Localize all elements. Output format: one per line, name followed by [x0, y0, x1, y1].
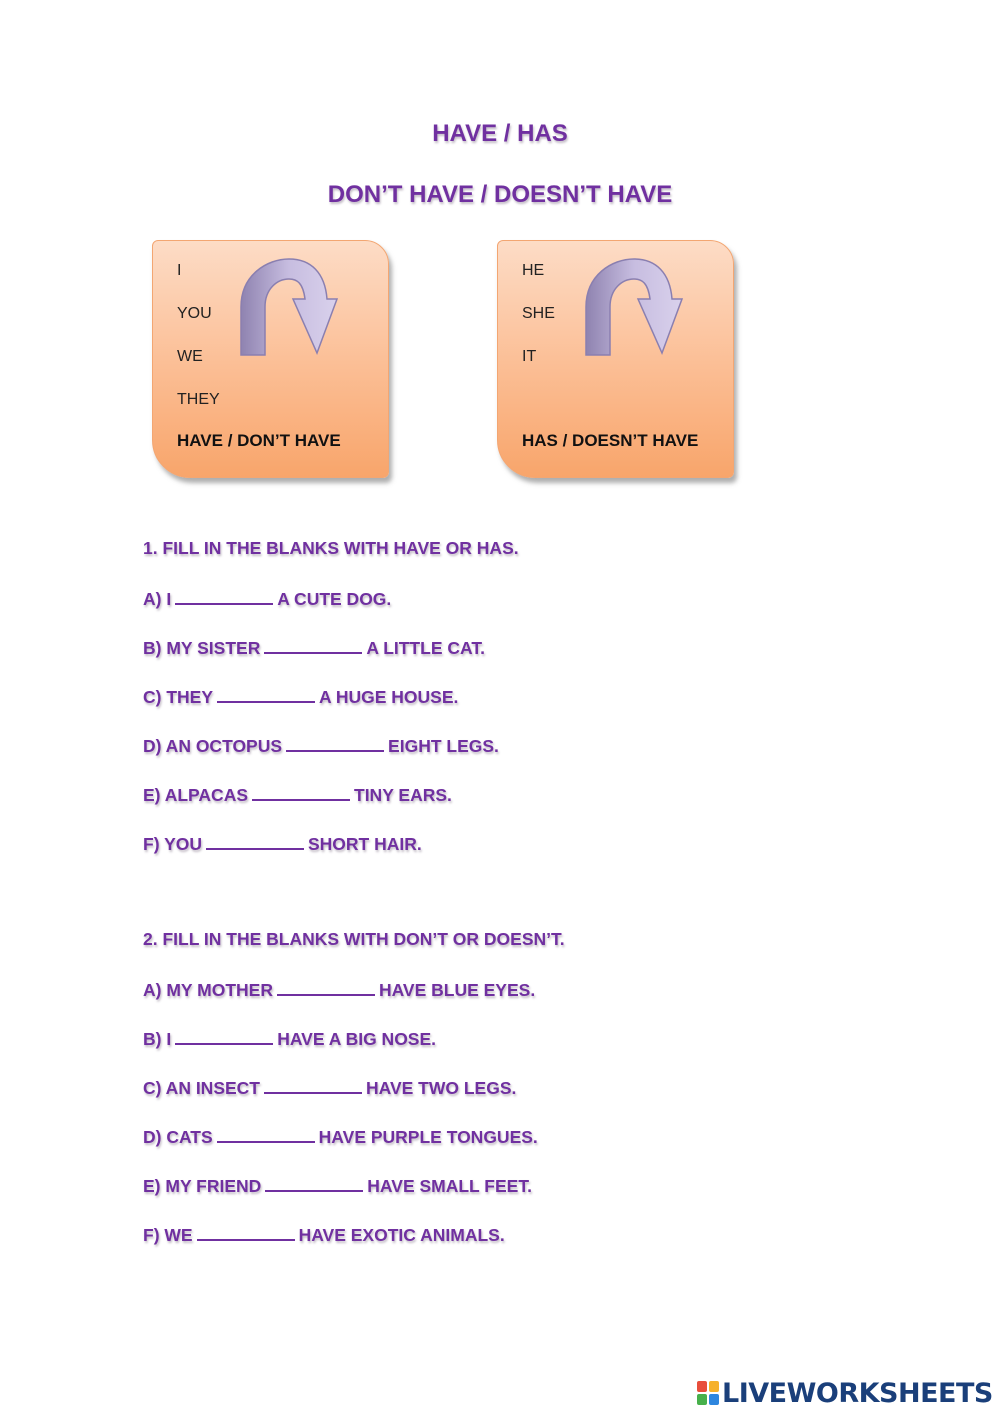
- exercise1-item-b: [143, 636, 485, 659]
- item-text-before: F) WE: [143, 1225, 193, 1245]
- pronoun-you: YOU: [177, 305, 212, 322]
- answer-blank[interactable]: [264, 1076, 362, 1094]
- item-text-after: EIGHT LEGS.: [388, 736, 499, 756]
- item-text-after: HAVE EXOTIC ANIMALS.: [298, 1225, 505, 1245]
- item-text-after: HAVE BLUE EYES.: [378, 980, 536, 1000]
- exercise1-item-e: [143, 783, 452, 806]
- item-text-before: D) AN OCTOPUS: [143, 736, 283, 756]
- exercise2-item-c: [143, 1076, 516, 1099]
- liveworksheets-logo: [697, 1376, 993, 1410]
- item-text-before: D) CATS: [143, 1127, 213, 1147]
- item-text-after: A CUTE DOG.: [277, 589, 392, 609]
- pronoun-i: I: [177, 262, 182, 279]
- pronoun-we: WE: [177, 348, 203, 365]
- answer-blank[interactable]: [265, 1174, 363, 1192]
- item-text-after: HAVE PURPLE TONGUES.: [318, 1127, 538, 1147]
- logo-icon: [697, 1381, 719, 1405]
- answer-blank[interactable]: [264, 636, 362, 654]
- exercise1-item-c: [143, 685, 458, 708]
- answer-blank[interactable]: [217, 685, 315, 703]
- pronoun-they: THEY: [177, 391, 220, 408]
- page-subtitle: DON’T HAVE / DOESN’T HAVE: [327, 181, 673, 208]
- item-text-before: B) I: [143, 1029, 172, 1049]
- page-title: HAVE / HAS: [432, 120, 568, 147]
- item-text-before: A) I: [143, 589, 172, 609]
- answer-blank[interactable]: [252, 783, 350, 801]
- answer-blank[interactable]: [206, 832, 304, 850]
- item-text-after: A LITTLE CAT.: [366, 638, 485, 658]
- item-text-before: B) MY SISTER: [143, 638, 261, 658]
- answer-blank[interactable]: [175, 587, 273, 605]
- item-text-before: E) MY FRIEND: [143, 1176, 262, 1196]
- item-text-before: C) AN INSECT: [143, 1078, 260, 1098]
- answer-blank[interactable]: [286, 734, 384, 752]
- answer-blank[interactable]: [197, 1223, 295, 1241]
- pronoun-it: IT: [522, 348, 537, 365]
- answer-blank[interactable]: [277, 978, 375, 996]
- exercise1-item-f: [143, 832, 422, 855]
- pronoun-she: SHE: [522, 305, 555, 322]
- grammar-box-have: [152, 240, 389, 478]
- curved-arrow-icon: [237, 255, 341, 359]
- item-text-after: HAVE SMALL FEET.: [367, 1176, 532, 1196]
- curved-arrow-icon: [582, 255, 686, 359]
- exercise2-item-d: [143, 1125, 538, 1148]
- item-text-before: C) THEY: [143, 687, 213, 707]
- item-text-after: TINY EARS.: [354, 785, 452, 805]
- exercise2-item-a: [143, 978, 535, 1001]
- item-text-after: HAVE TWO LEGS.: [366, 1078, 517, 1098]
- exercise2-item-e: [143, 1174, 532, 1197]
- item-text-before: E) ALPACAS: [143, 785, 248, 805]
- item-text-after: A HUGE HOUSE.: [319, 687, 459, 707]
- box-label-has: HAS / DOESN’T HAVE: [522, 431, 699, 450]
- exercise2-heading: 2. FILL IN THE BLANKS WITH DON’T OR DOESN’T.: [143, 929, 565, 949]
- exercise1-item-a: [143, 587, 391, 610]
- exercise1-item-d: [143, 734, 499, 757]
- exercise1-heading: 1. FILL IN THE BLANKS WITH HAVE OR HAS.: [143, 538, 519, 558]
- item-text-after: HAVE A BIG NOSE.: [277, 1029, 437, 1049]
- item-text-before: F) YOU: [143, 834, 202, 854]
- exercise2-item-f: [143, 1223, 505, 1246]
- exercise2-item-b: [143, 1027, 436, 1050]
- logo-text: LIVEWORKSHEETS: [722, 1377, 993, 1409]
- answer-blank[interactable]: [175, 1027, 273, 1045]
- answer-blank[interactable]: [217, 1125, 315, 1143]
- box-label-have: HAVE / DON’T HAVE: [177, 431, 341, 450]
- item-text-before: A) MY MOTHER: [143, 980, 273, 1000]
- pronoun-he: HE: [522, 262, 545, 279]
- item-text-after: SHORT HAIR.: [308, 834, 422, 854]
- grammar-box-has: [497, 240, 734, 478]
